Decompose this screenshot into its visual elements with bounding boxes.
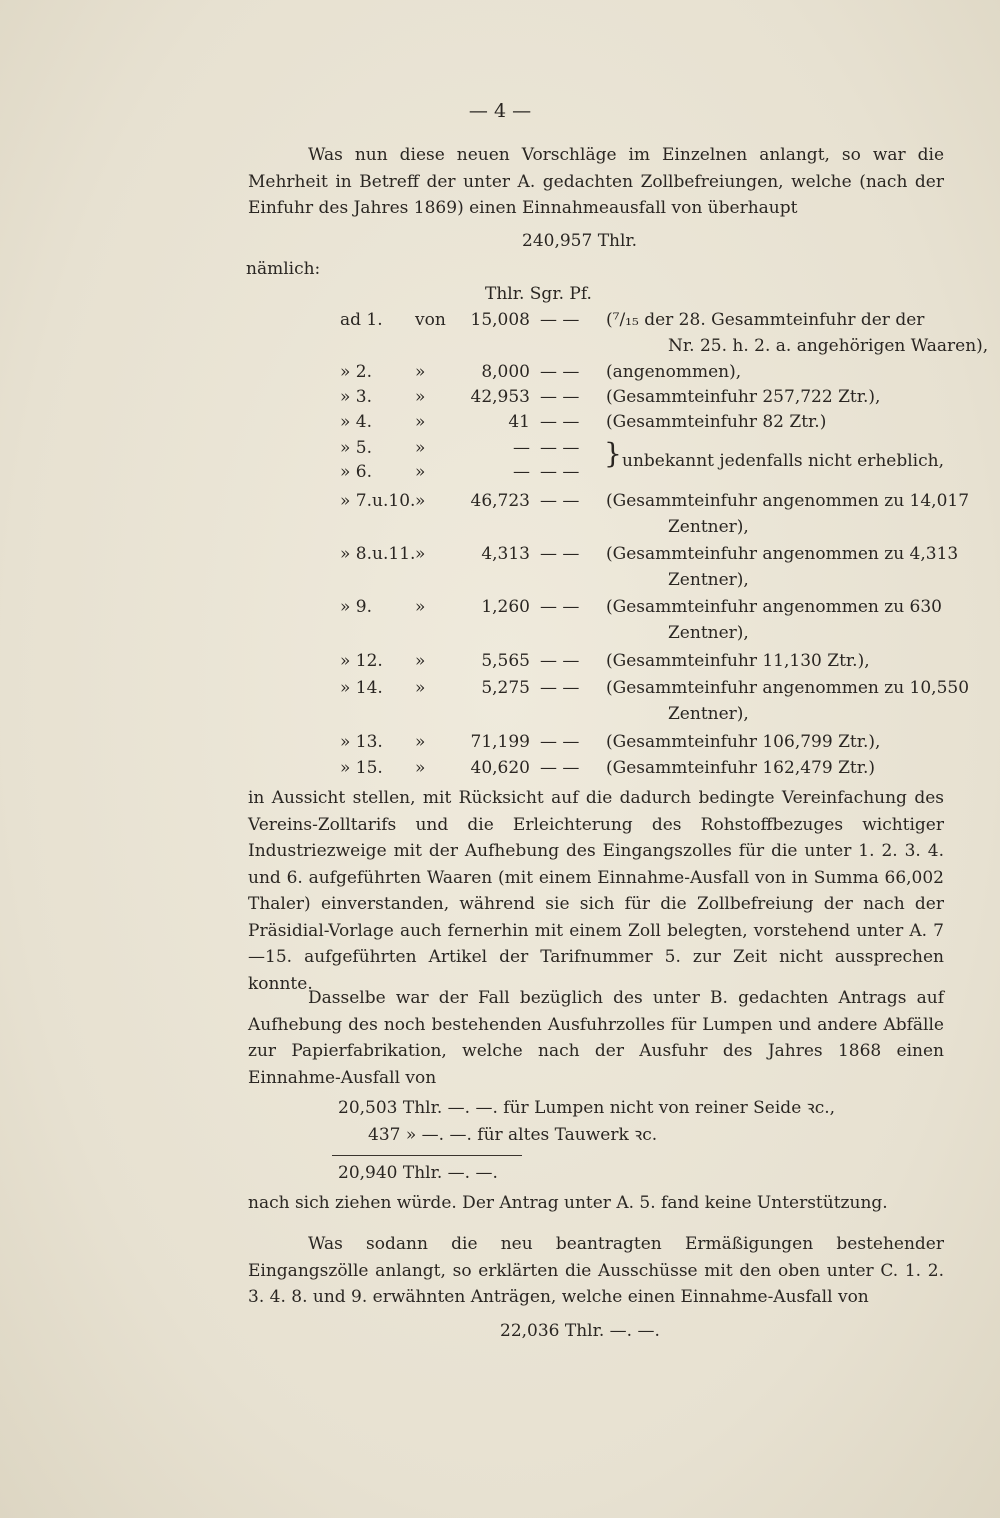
namlich-label: nämlich: <box>246 259 321 279</box>
paragraph-2-text: in Aussicht stellen, mit Rücksicht auf die dadurch bedingte Vereinfachung des Vereins-Zolltarifs und die Erleichterung des Rohstoffbezuges wichtiger Industriezweige mit der Aufhebung des Eingangszolles für die unter 1. 2. 3. 4. und 6. aufgeführten Waaren (mit einem Einnahme-Ausfall von in Summa 66,002 Thaler) einverstanden, während sie sich für die Zollbefreiung der nach der Präsidial-Vorlage auch fernerhin mit einem Zoll belegten, vorstehend unter A. 7—15. aufgeführten Artikel der Tarifnummer 5. zur Zeit nicht aussprechen konnte. <box>248 788 944 994</box>
row-note-continued: Zentner), <box>668 704 749 724</box>
row-prefix: » <box>415 387 426 407</box>
row-label: » 4. <box>340 412 373 432</box>
currency-header: Thlr. Sgr. Pf. <box>485 284 592 304</box>
paragraph-2 <box>248 785 944 997</box>
intro-paragraph <box>248 142 944 222</box>
row-value: 5,275 <box>481 678 530 698</box>
row-label: ad 1. <box>340 310 383 330</box>
row-note-continued: Zentner), <box>668 570 749 590</box>
row-value: — <box>513 462 530 482</box>
paragraph-4-text: nach sich ziehen würde. Der Antrag unter A. 5. fand keine Unterstützung. <box>248 1193 888 1213</box>
row-note: (Gesammteinfuhr angenommen zu 4,313 <box>606 544 959 564</box>
row-label: » 15. <box>340 758 383 778</box>
paragraph-3-text: Dasselbe war der Fall bezüglich des unter B. gedachten Antrags auf Aufhebung des noch bestehenden Ausfuhrzolles für Lumpen und andere Abfälle zur Papierfabrikation, welche nach der Ausfuhr des Jahres 1868 einen Einnahme-Ausfall von <box>248 988 944 1088</box>
sum-rule <box>332 1155 522 1156</box>
row-label: » 9. <box>340 597 373 617</box>
row-note: (Gesammteinfuhr 82 Ztr.) <box>606 412 827 432</box>
row-dash: — — <box>540 362 580 382</box>
row-value: — <box>513 438 530 458</box>
row-dash: — — <box>540 412 580 432</box>
row-note: (Gesammteinfuhr 162,479 Ztr.) <box>606 758 876 778</box>
row-prefix: » <box>415 651 426 671</box>
row-label: » 5. <box>340 438 373 458</box>
row-value: 4,313 <box>481 544 530 564</box>
sum-line-2: 437 » —. —. für altes Tauwerk ꝛc. <box>368 1125 658 1145</box>
brace-note: unbekannt jedenfalls nicht erheblich, <box>622 451 944 471</box>
row-dash: — — <box>540 597 580 617</box>
row-prefix: » <box>415 462 426 482</box>
row-dash: — — <box>540 544 580 564</box>
row-value: 40,620 <box>470 758 530 778</box>
row-value: 46,723 <box>470 491 530 511</box>
paragraph-4 <box>248 1190 944 1217</box>
paragraph-5-text: Was sodann die neu beantragten Ermäßigungen bestehender Eingangszölle anlangt, so erklärten die Ausschüsse mit den oben unter C. 1. 2. 3. 4. 8. und 9. erwähnten Anträgen, welche einen Einnahme-Ausfall von <box>248 1234 944 1307</box>
row-prefix: » <box>415 758 426 778</box>
row-value: 8,000 <box>481 362 530 382</box>
row-dash: — — <box>540 651 580 671</box>
row-label: » 14. <box>340 678 383 698</box>
row-dash: — — <box>540 758 580 778</box>
row-label: » 6. <box>340 462 373 482</box>
page-number: — 4 — <box>468 100 532 122</box>
row-note: (Gesammteinfuhr angenommen zu 14,017 <box>606 491 970 511</box>
row-value: 71,199 <box>470 732 530 752</box>
brace-symbol: } <box>604 437 622 470</box>
row-note-continued: Zentner), <box>668 517 749 537</box>
row-label: » 8.u.11. <box>340 544 416 564</box>
row-note: (⁷/₁₅ der 28. Gesammteinfuhr der der <box>606 310 925 330</box>
row-prefix: » <box>415 544 426 564</box>
row-note-continued: Nr. 25. h. 2. a. angehörigen Waaren), <box>668 336 989 356</box>
total-amount: 240,957 Thlr. <box>522 231 638 251</box>
final-amount: 22,036 Thlr. —. —. <box>500 1321 660 1341</box>
row-prefix: » <box>415 597 426 617</box>
row-prefix: von <box>415 310 446 330</box>
row-value: 41 <box>508 412 530 432</box>
row-label: » 7.u.10. <box>340 491 416 511</box>
row-note-continued: Zentner), <box>668 623 749 643</box>
row-dash: — — <box>540 732 580 752</box>
sum-line-1: 20,503 Thlr. —. —. für Lumpen nicht von reiner Seide ꝛc., <box>338 1098 836 1118</box>
row-note: (angenommen), <box>606 362 742 382</box>
row-prefix: » <box>415 732 426 752</box>
row-note: (Gesammteinfuhr 106,799 Ztr.), <box>606 732 881 752</box>
row-label: » 12. <box>340 651 383 671</box>
row-prefix: » <box>415 362 426 382</box>
row-dash: — — <box>540 438 580 458</box>
row-note: (Gesammteinfuhr 257,722 Ztr.), <box>606 387 881 407</box>
row-prefix: » <box>415 491 426 511</box>
row-value: 15,008 <box>470 310 530 330</box>
row-dash: — — <box>540 310 580 330</box>
paragraph-5 <box>248 1231 944 1311</box>
row-prefix: » <box>415 438 426 458</box>
row-label: » 3. <box>340 387 373 407</box>
sum-total: 20,940 Thlr. —. —. <box>338 1163 498 1183</box>
row-note: (Gesammteinfuhr angenommen zu 630 <box>606 597 942 617</box>
row-value: 5,565 <box>481 651 530 671</box>
row-dash: — — <box>540 491 580 511</box>
row-value: 1,260 <box>481 597 530 617</box>
row-note: (Gesammteinfuhr 11,130 Ztr.), <box>606 651 870 671</box>
row-note: (Gesammteinfuhr angenommen zu 10,550 <box>606 678 970 698</box>
row-prefix: » <box>415 412 426 432</box>
row-dash: — — <box>540 462 580 482</box>
paragraph-3 <box>248 985 944 1091</box>
row-dash: — — <box>540 387 580 407</box>
row-prefix: » <box>415 678 426 698</box>
intro-text: Was nun diese neuen Vorschläge im Einzelnen anlangt, so war die Mehrheit in Betreff der unter A. gedachten Zollbefreiungen, welche (nach der Einfuhr des Jahres 1869) einen Einnahmeausfall von überhaupt <box>248 145 944 218</box>
row-dash: — — <box>540 678 580 698</box>
row-label: » 2. <box>340 362 373 382</box>
row-label: » 13. <box>340 732 383 752</box>
row-value: 42,953 <box>470 387 530 407</box>
